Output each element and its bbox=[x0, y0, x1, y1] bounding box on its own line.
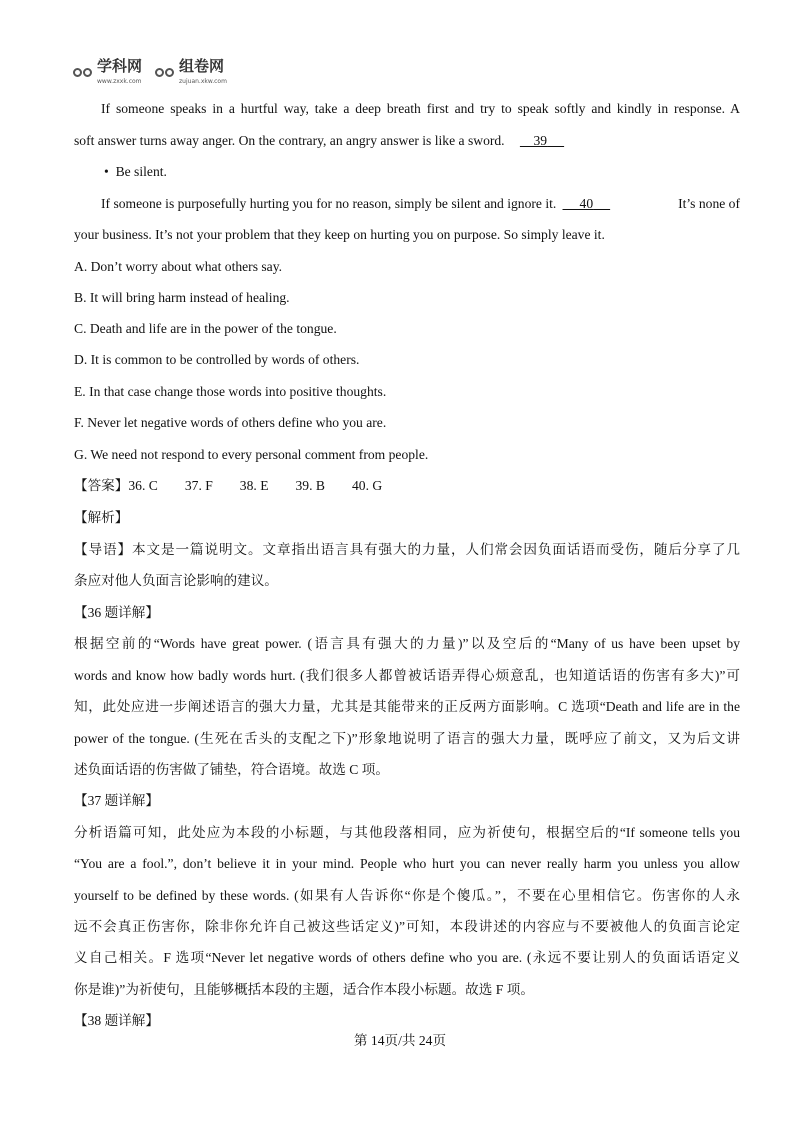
q37-line: 分析语篇可知，此处应为本段的小标题，与其他段落相同，应为祈使句，根据空后的“If someone tells you bbox=[74, 825, 740, 840]
brand-name: 学科网 bbox=[97, 57, 143, 75]
bullet-text: Be silent. bbox=[115, 164, 167, 179]
answer-line bbox=[74, 477, 740, 495]
answer-item: 37. F bbox=[184, 478, 213, 493]
option-c: C. Death and life are in the power of the tongue. bbox=[74, 321, 337, 336]
q37-line: yourself to be defined by these words. (如果有人告诉你“你是个傻瓜。”，不要在心里相信它。伤害你的人永 bbox=[74, 888, 740, 903]
blank-39: 39 bbox=[533, 133, 548, 148]
option-f: F. Never let negative words of others define who you are. bbox=[74, 415, 387, 430]
option-g: G. We need not respond to every personal comment from people. bbox=[74, 447, 429, 462]
intro-line: 【导语】本文是一篇说明文。文章指出语言具有强大的力量，人们常会因负面话语而受伤，随后分享了几 bbox=[74, 542, 740, 557]
passage-text: It’s none of bbox=[678, 196, 740, 211]
answer-label: 【答案】 bbox=[74, 478, 129, 493]
owl-icon bbox=[72, 62, 94, 80]
answer-item: 39. B bbox=[295, 478, 325, 493]
q37-line: 你是谁)”为祈使句，且能够概括本段的主题，适合作本段小标题。故选 F 项。 bbox=[74, 982, 534, 997]
intro-line: 条应对他人负面言论影响的建议。 bbox=[74, 573, 278, 588]
option-a: A. Don’t worry about what others say. bbox=[74, 259, 283, 274]
passage-line bbox=[74, 132, 740, 150]
q36-line: 知，此处应进一步阐述语言的强大力量，尤其是其能带来的正反两方面影响。C 选项“Death and life are in the bbox=[74, 699, 740, 714]
blank-40: 40 bbox=[579, 196, 594, 211]
option-b: B. It will bring harm instead of healing. bbox=[74, 290, 290, 305]
q36-line: power of the tongue. (生死在舌头的支配之下)”形象地说明了语言的强大力量，既呼应了前文，又为后文讲 bbox=[74, 731, 740, 746]
zxxk-logo bbox=[72, 56, 142, 86]
page-number: 第 14页/共 24页 bbox=[353, 1033, 447, 1048]
q36-line: 述负面话语的伤害做了铺垫，符合语境。故选 C 项。 bbox=[74, 762, 389, 777]
option-d: D. It is common to be controlled by words of others. bbox=[74, 352, 360, 367]
q37-title: 【37 题详解】 bbox=[74, 793, 159, 808]
answer-item: 36. C bbox=[128, 478, 158, 493]
brand-name: 组卷网 bbox=[179, 57, 225, 75]
q36-line: words and know how badly words hurt. (我们很多人都曾被话语弄得心烦意乱，也知道话语的伤害有多大)”可 bbox=[74, 668, 740, 683]
q37-line: “You are a fool.”, don’t believe it in your mind. People who hurt you can never really harm you unless you allow bbox=[74, 856, 740, 871]
brand-url: zujuan.xkw.com bbox=[179, 78, 227, 85]
owl-icon bbox=[154, 62, 176, 80]
option-e: E. In that case change those words into positive thoughts. bbox=[74, 384, 387, 399]
q36-title: 【36 题详解】 bbox=[74, 605, 159, 620]
analysis-label: 【解析】 bbox=[74, 510, 129, 525]
q36-line: 根据空前的“Words have great power. (语言具有强大的力量)”以及空后的“Many of us have been upset by bbox=[74, 636, 740, 651]
header-logo bbox=[72, 56, 227, 86]
answer-item: 38. E bbox=[239, 478, 269, 493]
answer-item: 40. G bbox=[351, 478, 383, 493]
brand-url: www.zxxk.com bbox=[97, 78, 142, 85]
passage-text: soft answer turns away anger. On the contrary, an angry answer is like a sword. bbox=[74, 133, 505, 148]
q38-title: 【38 题详解】 bbox=[74, 1013, 159, 1028]
passage-line: If someone speaks in a hurtful way, take a deep breath first and try to speak softly and kindly in response. A bbox=[101, 101, 740, 116]
passage-line: your business. It’s not your problem that they keep on hurting you on purpose. So simply leave it. bbox=[74, 227, 605, 242]
passage-text: If someone is purposefully hurting you for no reason, simply be silent and ignore it. bbox=[101, 196, 557, 211]
passage-line bbox=[101, 195, 740, 213]
zujuan-logo bbox=[154, 56, 227, 86]
q37-line: 义自己相关。F 选项“Never let negative words of others define who you are. (永远不要让别人的负面话语定义 bbox=[74, 950, 740, 965]
q37-line: 远不会真正伤害你，除非你允许自己被这些话定义)”可知，本段讲述的内容应与不要被他人的负面言论定 bbox=[74, 919, 740, 934]
bullet-heading: • Be silent. bbox=[104, 164, 167, 179]
